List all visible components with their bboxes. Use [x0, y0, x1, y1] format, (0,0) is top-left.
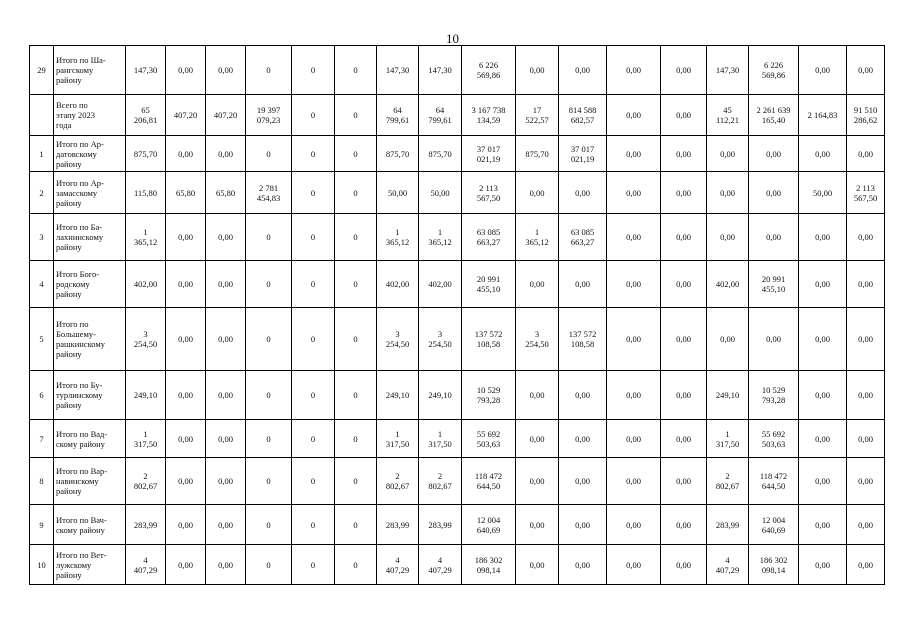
table-cell: 118 472 644,50 — [749, 458, 799, 505]
table-cell: 64 799,61 — [377, 95, 419, 136]
table-cell: 0,00 — [607, 172, 661, 214]
table-cell: 2 261 639 165,40 — [749, 95, 799, 136]
table-cell: 283,99 — [377, 505, 419, 545]
table-cell: 0,00 — [847, 46, 885, 95]
table-cell: 0 — [292, 95, 335, 136]
table-cell: 6 226 569,86 — [749, 46, 799, 95]
table-cell: 0,00 — [661, 46, 707, 95]
table-cell: 2 113 567,50 — [847, 172, 885, 214]
table-cell: 0,00 — [559, 46, 607, 95]
table-cell: 402,00 — [419, 261, 462, 308]
table-cell: 0,00 — [206, 46, 246, 95]
table-cell: 0,00 — [607, 308, 661, 371]
table-cell: 0,00 — [607, 545, 661, 585]
table-cell: 2 802,67 — [377, 458, 419, 505]
table-cell: 0,00 — [607, 371, 661, 420]
table-cell: 0,00 — [847, 420, 885, 458]
table-cell: 63 085 663,27 — [462, 214, 516, 261]
district-name: Всего по этапу 2023 года — [54, 95, 126, 136]
table-cell: 6 226 569,86 — [462, 46, 516, 95]
table-cell: 407,20 — [206, 95, 246, 136]
table-cell: 0 — [335, 46, 377, 95]
table-row — [30, 261, 885, 308]
table-cell: 0,00 — [206, 505, 246, 545]
table-cell: 0,00 — [607, 95, 661, 136]
table-cell: 0,00 — [206, 136, 246, 172]
table-cell: 12 004 640,69 — [462, 505, 516, 545]
table-cell: 2 164,83 — [799, 95, 847, 136]
table-cell: 1 317,50 — [707, 420, 749, 458]
row-number: 7 — [30, 420, 54, 458]
table-cell: 4 407,29 — [707, 545, 749, 585]
table-cell: 0 — [292, 214, 335, 261]
table-cell: 0,00 — [799, 308, 847, 371]
table-row — [30, 95, 885, 136]
table-cell: 0,00 — [206, 214, 246, 261]
table-cell: 0,00 — [516, 420, 559, 458]
district-name: Итого по Вад- скому району — [54, 420, 126, 458]
table-cell: 0,00 — [749, 214, 799, 261]
table-cell: 0,00 — [799, 46, 847, 95]
table-cell: 875,70 — [516, 136, 559, 172]
table-cell: 0,00 — [707, 308, 749, 371]
table-cell: 0,00 — [799, 458, 847, 505]
table-row — [30, 505, 885, 545]
table-cell: 0,00 — [166, 420, 206, 458]
table-cell: 0,00 — [707, 214, 749, 261]
table-cell: 0,00 — [206, 261, 246, 308]
table-cell: 0,00 — [799, 371, 847, 420]
table-cell: 0,00 — [661, 308, 707, 371]
table-cell: 0,00 — [847, 261, 885, 308]
table-cell: 186 302 098,14 — [749, 545, 799, 585]
table-cell: 0,00 — [661, 261, 707, 308]
table-cell: 0,00 — [847, 308, 885, 371]
table-cell: 2 781 454,83 — [246, 172, 292, 214]
table-cell: 0,00 — [799, 214, 847, 261]
table-cell: 0,00 — [206, 458, 246, 505]
table-cell: 0 — [246, 136, 292, 172]
table-cell: 0,00 — [847, 545, 885, 585]
table-cell: 0,00 — [661, 458, 707, 505]
table-cell: 0,00 — [607, 420, 661, 458]
row-number: 29 — [30, 46, 54, 95]
table-cell: 0,00 — [799, 136, 847, 172]
table-cell: 10 529 793,28 — [749, 371, 799, 420]
table-cell: 2 802,67 — [707, 458, 749, 505]
table-cell: 3 167 738 134,59 — [462, 95, 516, 136]
table-cell: 0,00 — [516, 371, 559, 420]
row-number: 10 — [30, 545, 54, 585]
table-cell: 17 522,57 — [516, 95, 559, 136]
table-cell: 0,00 — [166, 371, 206, 420]
row-number: 1 — [30, 136, 54, 172]
table-cell: 0,00 — [749, 136, 799, 172]
table-cell: 0,00 — [206, 308, 246, 371]
table-cell: 0 — [335, 136, 377, 172]
table-cell: 20 991 455,10 — [462, 261, 516, 308]
table-cell: 1 317,50 — [419, 420, 462, 458]
table-cell: 0 — [335, 214, 377, 261]
table-cell: 0,00 — [559, 172, 607, 214]
table-cell: 0 — [246, 261, 292, 308]
table-cell: 0 — [292, 545, 335, 585]
table-cell: 0 — [335, 95, 377, 136]
table-row — [30, 545, 885, 585]
table-cell: 0,00 — [607, 214, 661, 261]
table-cell: 0,00 — [516, 46, 559, 95]
table-cell: 3 254,50 — [419, 308, 462, 371]
table-cell: 0,00 — [661, 214, 707, 261]
district-name: Итого по Ар- датовскому району — [54, 136, 126, 172]
row-number: 2 — [30, 172, 54, 214]
table-cell: 0,00 — [707, 172, 749, 214]
table-cell: 55 692 503,63 — [462, 420, 516, 458]
table-cell: 402,00 — [126, 261, 166, 308]
table-cell: 147,30 — [419, 46, 462, 95]
table-cell: 1 365,12 — [516, 214, 559, 261]
table-cell: 0,00 — [847, 214, 885, 261]
table-cell: 1 365,12 — [126, 214, 166, 261]
table-cell: 4 407,29 — [419, 545, 462, 585]
table-cell: 249,10 — [419, 371, 462, 420]
table-cell: 147,30 — [377, 46, 419, 95]
table-cell: 875,70 — [419, 136, 462, 172]
district-name: Итого по Ар- замасскому району — [54, 172, 126, 214]
table-row — [30, 458, 885, 505]
table-cell: 0 — [292, 172, 335, 214]
row-number: 4 — [30, 261, 54, 308]
table-cell: 0,00 — [516, 261, 559, 308]
table-cell: 50,00 — [799, 172, 847, 214]
row-number: 3 — [30, 214, 54, 261]
table-cell: 0 — [292, 458, 335, 505]
table-cell: 0,00 — [847, 136, 885, 172]
row-number: 8 — [30, 458, 54, 505]
table-cell: 0,00 — [661, 95, 707, 136]
table-cell: 4 407,29 — [126, 545, 166, 585]
table-cell: 0 — [292, 371, 335, 420]
table-cell: 0,00 — [166, 505, 206, 545]
table-cell: 3 254,50 — [516, 308, 559, 371]
table-cell: 0 — [292, 46, 335, 95]
table-cell: 0,00 — [166, 545, 206, 585]
table-cell: 0,00 — [206, 420, 246, 458]
table-cell: 0 — [246, 505, 292, 545]
table-cell: 283,99 — [419, 505, 462, 545]
table-cell: 64 799,61 — [419, 95, 462, 136]
table-cell: 0 — [335, 545, 377, 585]
table-cell: 875,70 — [377, 136, 419, 172]
table-cell: 1 365,12 — [419, 214, 462, 261]
table-cell: 0 — [335, 261, 377, 308]
table-row — [30, 308, 885, 371]
table-cell: 283,99 — [126, 505, 166, 545]
table-cell: 0 — [292, 420, 335, 458]
row-number: 6 — [30, 371, 54, 420]
table-row — [30, 46, 885, 95]
row-number: 5 — [30, 308, 54, 371]
table-cell: 0 — [292, 308, 335, 371]
table-cell: 37 017 021,19 — [462, 136, 516, 172]
table-row — [30, 136, 885, 172]
table-cell: 4 407,29 — [377, 545, 419, 585]
table-cell: 0 — [292, 505, 335, 545]
table-cell: 147,30 — [707, 46, 749, 95]
table-cell: 0,00 — [799, 261, 847, 308]
table-cell: 0,00 — [516, 545, 559, 585]
table-cell: 0,00 — [847, 458, 885, 505]
table-cell: 65,80 — [206, 172, 246, 214]
table-cell: 0,00 — [559, 261, 607, 308]
table-cell: 65,80 — [166, 172, 206, 214]
table-cell: 0,00 — [799, 420, 847, 458]
table-cell: 0,00 — [559, 458, 607, 505]
district-name: Итого Бого- родскому району — [54, 261, 126, 308]
table-cell: 20 991 455,10 — [749, 261, 799, 308]
table-cell: 0,00 — [559, 420, 607, 458]
table-cell: 0 — [246, 308, 292, 371]
table-row — [30, 420, 885, 458]
table-cell: 0 — [335, 371, 377, 420]
table-cell: 0 — [335, 505, 377, 545]
table-cell: 814 588 682,57 — [559, 95, 607, 136]
district-name: Итого по Вет- лужскому району — [54, 545, 126, 585]
table-cell: 2 802,67 — [419, 458, 462, 505]
table-cell: 50,00 — [377, 172, 419, 214]
row-number: 9 — [30, 505, 54, 545]
table-cell: 0 — [246, 420, 292, 458]
table-cell: 0,00 — [661, 172, 707, 214]
table-cell: 0,00 — [661, 371, 707, 420]
table-cell: 50,00 — [419, 172, 462, 214]
table-cell: 0,00 — [847, 505, 885, 545]
table-cell: 186 302 098,14 — [462, 545, 516, 585]
district-name: Итого по Вар- навинскому району — [54, 458, 126, 505]
table-cell: 12 004 640,69 — [749, 505, 799, 545]
table-cell: 0,00 — [799, 505, 847, 545]
table-cell: 0,00 — [607, 261, 661, 308]
table-cell: 63 085 663,27 — [559, 214, 607, 261]
table-cell: 137 572 108,58 — [559, 308, 607, 371]
table-cell: 0 — [335, 420, 377, 458]
table-cell: 10 529 793,28 — [462, 371, 516, 420]
table-cell: 283,99 — [707, 505, 749, 545]
table-cell: 0 — [246, 214, 292, 261]
table-cell: 0,00 — [559, 371, 607, 420]
table-cell: 0,00 — [749, 308, 799, 371]
table-cell: 3 254,50 — [126, 308, 166, 371]
table-cell: 0,00 — [707, 136, 749, 172]
table-row — [30, 172, 885, 214]
table-cell: 402,00 — [377, 261, 419, 308]
table-cell: 137 572 108,58 — [462, 308, 516, 371]
table-cell: 0 — [292, 261, 335, 308]
table-cell: 147,30 — [126, 46, 166, 95]
district-name: Итого по Вач- скому району — [54, 505, 126, 545]
table-cell: 0,00 — [607, 136, 661, 172]
table-cell: 1 365,12 — [377, 214, 419, 261]
table-cell: 0,00 — [847, 371, 885, 420]
table-cell: 0 — [246, 371, 292, 420]
table-cell: 2 113 567,50 — [462, 172, 516, 214]
table-cell: 0,00 — [166, 46, 206, 95]
table-cell: 402,00 — [707, 261, 749, 308]
table-cell: 0,00 — [661, 420, 707, 458]
table-cell: 65 206,81 — [126, 95, 166, 136]
table-cell: 0,00 — [607, 458, 661, 505]
table-cell: 115,80 — [126, 172, 166, 214]
table-cell: 1 317,50 — [377, 420, 419, 458]
table-cell: 0 — [246, 458, 292, 505]
table-cell: 45 112,21 — [707, 95, 749, 136]
table-cell: 37 017 021,19 — [559, 136, 607, 172]
table-cell: 19 397 079,23 — [246, 95, 292, 136]
table-cell: 249,10 — [377, 371, 419, 420]
table-cell: 407,20 — [166, 95, 206, 136]
table-cell: 0,00 — [607, 46, 661, 95]
district-name: Итого по Большему- рашкинскому району — [54, 308, 126, 371]
table-body — [30, 46, 885, 585]
table-cell: 55 692 503,63 — [749, 420, 799, 458]
table-cell: 0,00 — [661, 545, 707, 585]
table-cell: 1 317,50 — [126, 420, 166, 458]
table-cell: 875,70 — [126, 136, 166, 172]
table-cell: 249,10 — [707, 371, 749, 420]
table-cell: 0,00 — [661, 505, 707, 545]
table-cell: 118 472 644,50 — [462, 458, 516, 505]
table-cell: 91 510 286,62 — [847, 95, 885, 136]
table-cell: 0 — [246, 46, 292, 95]
table-cell: 0,00 — [749, 172, 799, 214]
district-name: Итого по Ша- рангскому району — [54, 46, 126, 95]
table-cell: 0,00 — [559, 545, 607, 585]
table-cell: 0,00 — [166, 214, 206, 261]
data-table — [29, 45, 885, 585]
table-cell: 0 — [246, 545, 292, 585]
table-cell: 0,00 — [166, 458, 206, 505]
table-cell: 0,00 — [206, 545, 246, 585]
table-row — [30, 214, 885, 261]
table-cell: 0,00 — [206, 371, 246, 420]
district-name: Итого по Ба- лахнинскому району — [54, 214, 126, 261]
table-cell: 0,00 — [559, 505, 607, 545]
table-cell: 0,00 — [516, 172, 559, 214]
district-name: Итого по Бу- турлинскому району — [54, 371, 126, 420]
table-row — [30, 371, 885, 420]
table-cell: 0 — [292, 136, 335, 172]
table-cell: 3 254,50 — [377, 308, 419, 371]
table-cell: 0 — [335, 172, 377, 214]
row-number — [30, 95, 54, 136]
table-cell: 0,00 — [166, 261, 206, 308]
table-cell: 0,00 — [516, 458, 559, 505]
table-cell: 0,00 — [661, 136, 707, 172]
table-cell: 0,00 — [799, 545, 847, 585]
page-number: 10 — [446, 31, 459, 46]
table-cell: 0,00 — [166, 308, 206, 371]
table-cell: 249,10 — [126, 371, 166, 420]
table-cell: 0,00 — [607, 505, 661, 545]
table-cell: 0 — [335, 308, 377, 371]
table-cell: 0,00 — [516, 505, 559, 545]
table-cell: 0 — [335, 458, 377, 505]
table-cell: 0,00 — [166, 136, 206, 172]
table-cell: 2 802,67 — [126, 458, 166, 505]
